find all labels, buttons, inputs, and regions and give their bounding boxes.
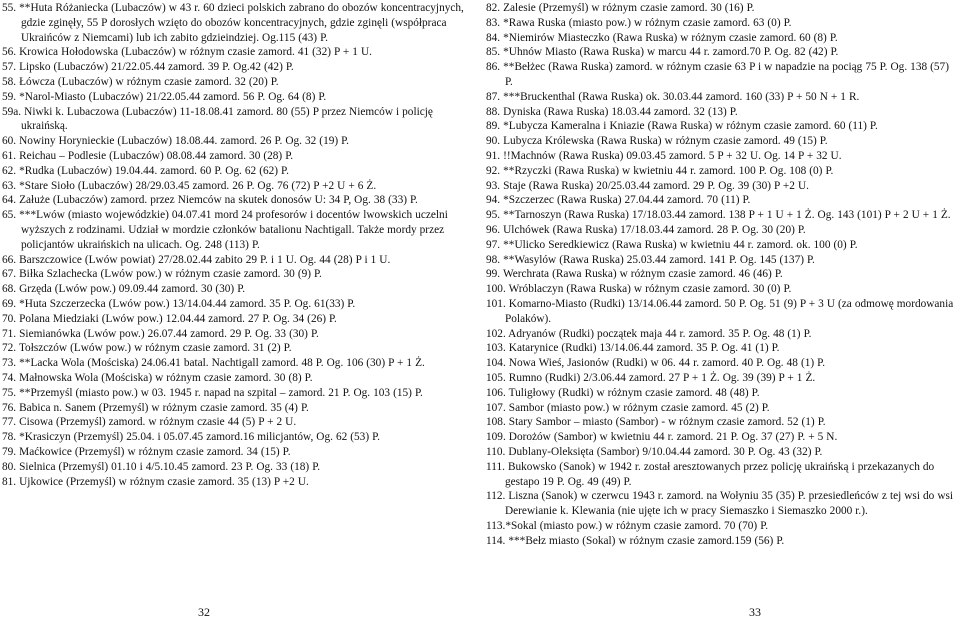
right-page [482, 0, 960, 622]
list-item: 106. Tuligłowy (Rudki) w różnym czasie zamord. 48 (48) P. [486, 386, 760, 399]
list-item: 56. Krowica Hołodowska (Lubaczów) w różnym czasie zamord. 41 (32) P + 1 U. [2, 46, 372, 59]
list-item: 80. Sielnica (Przemyśl) 01.10 i 4/5.10.45 zamord. 23 P. Og. 33 (18) P. [2, 460, 321, 473]
list-item: 98. **Wasylów (Rawa Ruska) 25.03.44 zamord. 141 P. Og. 145 (137) P. [486, 253, 815, 266]
list-item: 60. Nowiny Horynieckie (Lubaczów) 18.08.44. zamord. 26 P. Og. 32 (19) P. [2, 135, 350, 148]
right-entry-list [486, 1, 958, 548]
list-item: 89. *Lubycza Kameralna i Kniazie (Rawa Ruska) w różnym czasie zamord. 60 (11) P. [486, 120, 878, 133]
list-item: 57. Lipsko (Lubaczów) 21/22.05.44 zamord. 39 P. Og.42 (42) P. [2, 61, 294, 74]
list-item: 107. Sambor (miasto pow.) w różnym czasie zamord. 45 (2) P. [486, 401, 770, 414]
list-item: 101. Komarno-Miasto (Rudki) 13/14.06.44 zamord. 50 P. Og. 51 (9) P + 3 U (za odmowę mordowania Polaków). [486, 297, 954, 325]
list-item: 67. Biłka Szlachecka (Lwów pow.) w różnym czasie zamord. 30 (9) P. [2, 268, 322, 281]
list-item: 91. !!Machnów (Rawa Ruska) 09.03.45 zamord. 5 P + 32 U. Og. 14 P + 32 U. [486, 149, 842, 162]
list-item: 75. **Przemyśl (miasto pow.) w 03. 1945 r. napad na szpital – zamord. 21 P. Og. 103 (15) P. [2, 386, 423, 399]
list-item: 69. *Huta Szczerzecka (Lwów pow.) 13/14.04.44 zamord. 35 P. Og. 61(33) P. [2, 297, 356, 310]
list-item: 88. Dyniska (Rawa Ruska) 18.03.44 zamord. 32 (13) P. [486, 105, 738, 118]
list-item: 79. Maćkowice (Przemyśl) w różnym czasie zamord. 34 (15) P. [2, 445, 291, 458]
list-item: 86. **Bełżec (Rawa Ruska) zamord. w różnym czasie 63 P i w napadzie na pociąg 75 P. Og. 138 (57) P. [486, 61, 949, 88]
list-item: 104. Nowa Wieś, Jasionów (Rudki) w 06. 44 r. zamord. 40 P. Og. 48 (1) P. [486, 357, 826, 370]
list-item: 59a. Niwki k. Lubaczowa (Lubaczów) 11-18.08.41 zamord. 80 (55) P przez Niemców i policję ukraińską. [2, 105, 433, 133]
list-item: 112. Liszna (Sanok) w czerwcu 1943 r. zamord. na Wołyniu 35 (35) P. przesiedleńców z tej wsi do wsi Derewianie k. Klewania (nie ujęte ich w pracy Siemaszko i Siemaszko 2000 r.). [486, 490, 954, 518]
list-item: 85. *Uhnów Miasto (Rawa Ruska) w marcu 44 r. zamord.70 P. Og. 82 (42) P. [486, 46, 839, 59]
list-item: 94. *Szczerzec (Rawa Ruska) 27.04.44 zamord. 70 (11) P. [486, 194, 751, 207]
list-item: 97. **Ulicko Seredkiewicz (Rawa Ruska) w kwietniu 44 r. zamord. ok. 100 (0) P. [486, 238, 858, 251]
list-item: 109. Dorożów (Sambor) w kwietniu 44 r. zamord. 21 P. Og. 37 (27) P. + 5 N. [486, 431, 838, 444]
list-item: 63. *Stare Sioło (Lubaczów) 28/29.03.45 zamord. 26 P. Og. 76 (72) P +2 U + 6 Ż. [2, 179, 377, 192]
list-item: 105. Rumno (Rudki) 2/3.06.44 zamord. 27 P + 1 Ż. Og. 39 (39) P + 1 Ż. [486, 371, 816, 384]
list-item: 71. Siemianówka (Lwów pow.) 26.07.44 zamord. 29 P. Og. 33 (30) P. [2, 327, 319, 340]
list-item: 100. Wróblaczyn (Rawa Ruska) w różnym czasie zamord. 30 (0) P. [486, 283, 792, 296]
right-page-number: 33 [749, 605, 761, 619]
list-item: 62. *Rudka (Lubaczów) 19.04.44. zamord. 60 P. Og. 62 (62) P. [2, 164, 289, 177]
list-item: 92. **Rzyczki (Rawa Ruska) w kwietniu 44 r. zamord. 100 P. Og. 108 (0) P. [486, 164, 834, 177]
list-item: 58. Łówcza (Lubaczów) w różnym czasie zamord. 32 (20) P. [2, 75, 279, 88]
list-item: 68. Grzęda (Lwów pow.) 09.09.44 zamord. 30 (30) P. [2, 283, 246, 296]
list-item: 84. *Niemirów Miasteczko (Rawa Ruska) w różnym czasie zamord. 60 (8) P. [486, 31, 838, 44]
list-item: 111. Bukowsko (Sanok) w 1942 r. został aresztowanych przez policję ukraińską i przekazanych do gestapo 19 P. Og. 49 (49) P. [486, 460, 935, 488]
list-item: 72. Tołszczów (Lwów pow.) w różnym czasie zamord. 31 (2) P. [2, 342, 292, 355]
list-item: 102. Adryanów (Rudki) początek maja 44 r. zamord. 35 P. Og. 48 (1) P. [486, 327, 812, 340]
list-item: 81. Ujkowice (Przemyśl) w różnym czasie zamord. 35 (13) P +2 U. [2, 475, 309, 488]
list-item: 59. *Narol-Miasto (Lubaczów) 21/22.05.44 zamord. 56 P. Og. 64 (8) P. [2, 90, 327, 103]
left-page [0, 0, 478, 622]
list-item: 90. Lubycza Królewska (Rawa Ruska) w różnym czasie zamord. 49 (15) P. [486, 135, 828, 148]
list-item: 83. *Rawa Ruska (miasto pow.) w różnym czasie zamord. 63 (0) P. [486, 16, 792, 29]
list-item: 55. **Huta Różaniecka (Lubaczów) w 43 r. 60 dzieci polskich zabrano do obozów koncentracyjnych, gdzie zginęły, 55 P dorosłych wzięto do obozów koncentracyjnych, gdzie zginęli (współpraca Ukraińców z Niemcami) lub ich zabito gdzieindziej. Og.115 (43) P. [2, 2, 464, 44]
list-item: 93. Staje (Rawa Ruska) 20/25.03.44 zamord. 29 P. Og. 39 (30) P +2 U. [486, 179, 809, 192]
list-item: 110. Dublany-Oleksięta (Sambor) 9/10.04.44 zamord. 30 P. Og. 43 (32) P. [486, 445, 823, 458]
list-item: 96. Ulchówek (Rawa Ruska) 17/18.03.44 zamord. 28 P. Og. 30 (20) P. [486, 223, 806, 236]
list-item: 74. Małnowska Wola (Mościska) w różnym czasie zamord. 30 (8) P. [2, 371, 313, 384]
list-item: 82. Zalesie (Przemyśl) w różnym czasie zamord. 30 (16) P. [486, 2, 755, 14]
list-item: 113.*Sokal (miasto pow.) w różnym czasie zamord. 70 (70) P. [486, 519, 769, 532]
list-item: 65. ***Lwów (miasto wojewódzkie) 04.07.41 mord 24 profesorów i docentów lwowskich uczelni wyższych z rodzinami. Udział w mordzie członków batalionu Nachtigall. Także mordy przez policjantów ukraińskich na ulicach. Og. 248 (113) P. [2, 209, 448, 251]
left-page-number: 32 [198, 605, 210, 619]
list-item: 95. **Tarnoszyn (Rawa Ruska) 17/18.03.44 zamord. 138 P + 1 U + 1 Ż. Og. 143 (101) P + 2 U + 1 Ż. [486, 209, 951, 222]
list-item: 66. Barszczowice (Lwów powiat) 27/28.02.44 zabito 29 P. i 1 U. Og. 44 (28) P i 1 U. [2, 253, 391, 266]
list-item: 64. Załuże (Lubaczów) zamord. przez Niemców na skutek donosów U: 34 P, Og. 38 (33) P. [2, 194, 418, 207]
list-item: 87. ***Bruckenthal (Rawa Ruska) ok. 30.03.44 zamord. 160 (33) P + 50 N + 1 R. [486, 90, 860, 103]
list-item: 108. Stary Sambor – miasto (Sambor) - w różnym czasie zamord. 52 (1) P. [486, 416, 826, 429]
list-item: 76. Babica n. Sanem (Przemyśl) w różnym czasie zamord. 35 (4) P. [2, 401, 309, 414]
list-item: 61. Reichau – Podlesie (Lubaczów) 08.08.44 zamord. 30 (28) P. [2, 149, 294, 162]
list-item: 78. *Krasiczyn (Przemyśl) 25.04. i 05.07.45 zamord.16 milicjantów, Og. 62 (53) P. [2, 431, 380, 444]
list-item: 114. ***Bełz miasto (Sokal) w różnym czasie zamord.159 (56) P. [486, 534, 785, 547]
left-entry-list [2, 1, 476, 489]
list-item: 99. Werchrata (Rawa Ruska) w różnym czasie zamord. 46 (46) P. [486, 268, 783, 281]
list-item: 77. Cisowa (Przemyśl) zamord. w różnym czasie 44 (5) P + 2 U. [2, 416, 297, 429]
list-item: 70. Polana Miedziaki (Lwów pow.) 12.04.44 zamord. 27 P. Og. 34 (26) P. [2, 312, 337, 325]
list-item: 103. Katarynice (Rudki) 13/14.06.44 zamord. 35 P. Og. 41 (1) P. [486, 342, 780, 355]
list-item: 73. **Lacka Wola (Mościska) 24.06.41 batal. Nachtigall zamord. 48 P. Og. 106 (30) P + 1 Ż. [2, 357, 425, 370]
